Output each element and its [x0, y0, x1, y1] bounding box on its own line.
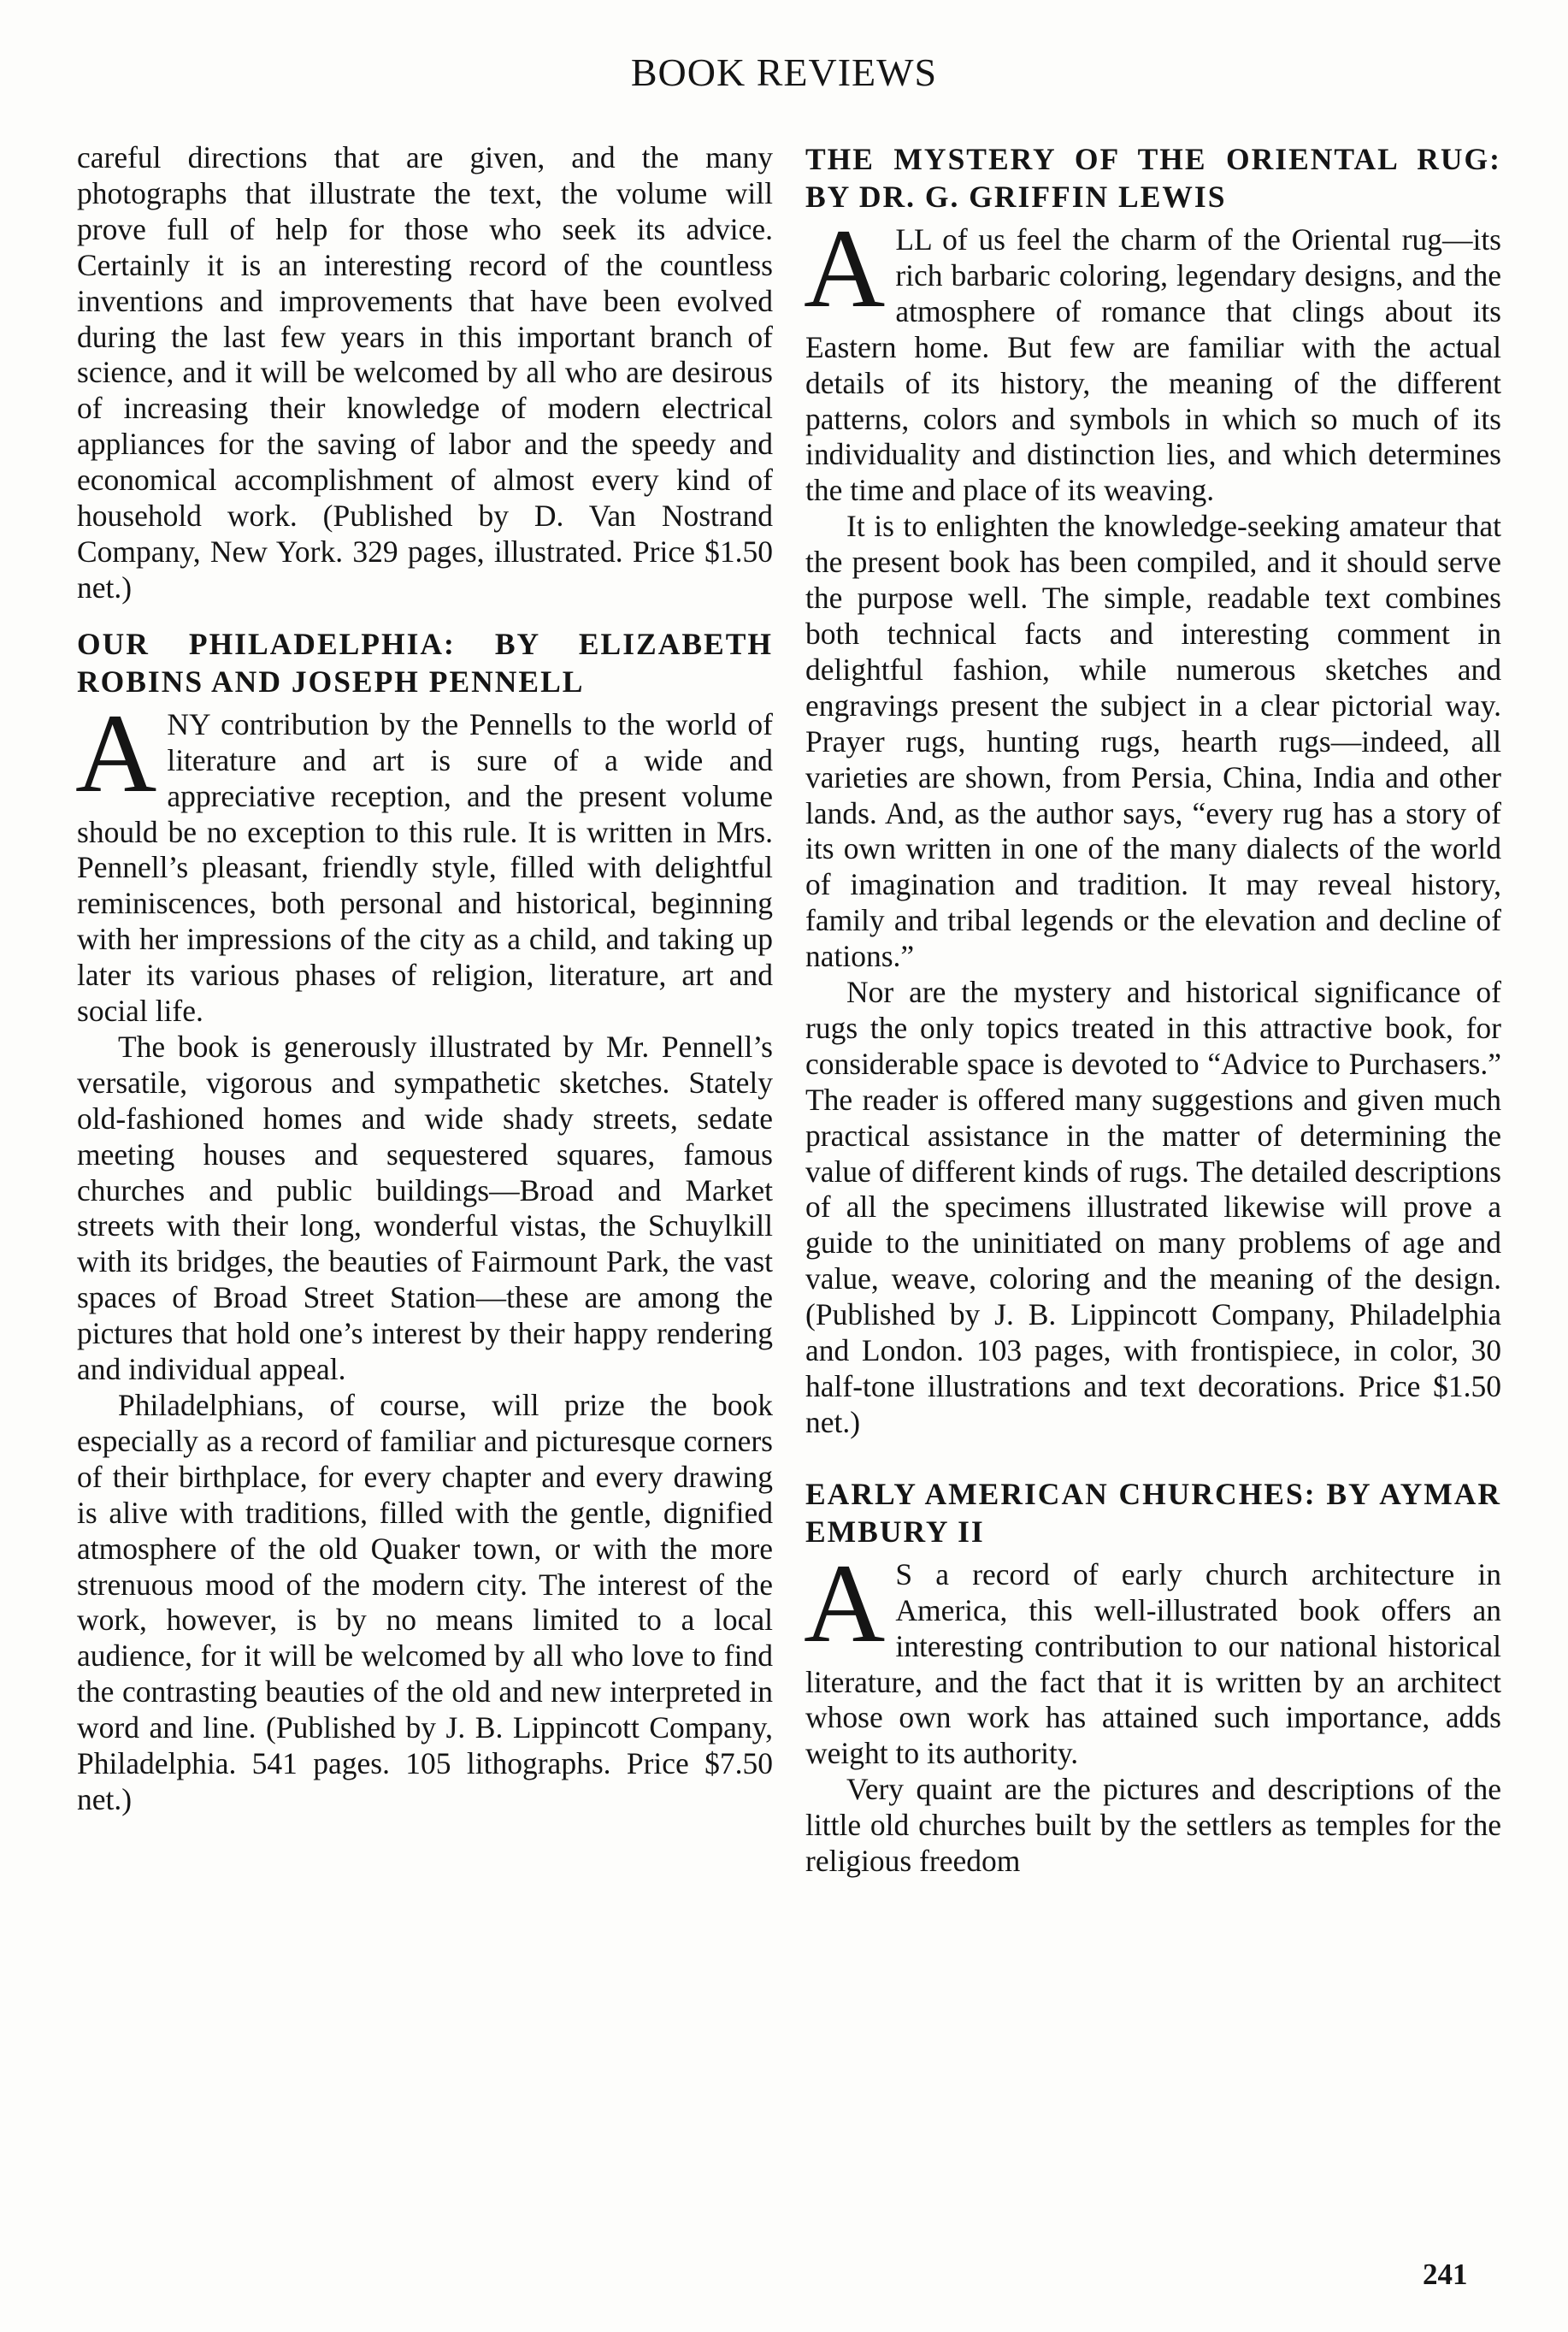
continued-review-text: careful directions that are given, and the many photographs that illustrate the text, the volume will prove full of help for those who seek its advice. Certainly it is an interesting record of the countless inventions and improvements that have been evolved during the last few years in this important branch of science, and it will be welcomed by all who are desirous of increasing their knowledge of modern electrical appliances for the saving of labor and the speedy and economical accomplishment of almost every kind of household work. (Published by D. Van Nostrand Company, New York. 329 pages, illustrated. Price $1.50 net.) [77, 140, 773, 605]
review-paragraph: Philadelphians, of course, will prize the book especially as a record of familiar and picturesque corners of their birthplace, for every chapter and every drawing is alive with traditions, filled with the gentle, dignified atmosphere of the old Quaker town, or with the more strenuous mood of the modern city. The interest of the work, however, is by no means limited to a local audience, for it will be welcomed by all who love to find the contrasting beauties of the old and new interpreted in word and line. (Published by J. B. Lippincott Company, Philadelphia. 541 pages. 105 lithographs. Price $7.50 net.) [77, 1388, 773, 1816]
paragraph-text: NY contribution by the Pennells to the world of literature and art is sure of a wide and appreciative reception, and the present volume should be no exception to this rule. It is written in Mrs. Pennell’s pleasant, friendly style, filled with delightful reminiscences, both personal and historical, beginning with her impressions of the city as a child, and taking up later its various phases of religion, literature, art and social life. [77, 706, 773, 1029]
review-paragraph: The book is generously illustrated by Mr. Pennell’s versatile, vigorous and sympathetic sketches. Stately old-fashioned homes and wide shady streets, sedate meeting houses and sequestered squares, famous churches and public buildings—Broad and Market streets with their long, wonderful vistas, the Schuylkill with its bridges, the beauties of Fairmount Park, the vast spaces of Broad Street Station—these are among the pictures that hold one’s interest by their happy rendering and individual appeal. [77, 1029, 773, 1387]
review-paragraph: It is to enlighten the knowledge-seeking amateur that the present book has been compiled, and it should serve the purpose well. The simple, readable text combines both technical facts and interesting comment in delightful fashion, while numerous sketches and engravings present the subject in a clear pictorial way. Prayer rugs, hunting rugs, hearth rugs—indeed, all varieties are shown, from Persia, China, India and other lands. And, as the author says, “every rug has a story of its own written in one of the many dialects of the world of imagination and tradition. It may reveal history, family and tribal legends or the elevation and decline of nations.” [805, 509, 1501, 974]
drop-cap: A [75, 689, 157, 816]
paragraph-text: LL of us feel the charm of the Oriental rug—its rich barbaric coloring, legendary designs, and the atmosphere of romance that clings about its Eastern home. But few are familiar with the actual details of its history, the meaning of the different patterns, colors and symbols in which so much of its individuality and distinction lies, and which determines the time and place of its weaving. [805, 222, 1501, 508]
review-paragraph [804, 205, 1501, 509]
drop-cap: A [804, 1539, 886, 1666]
paragraph-text: S a record of early church architecture in America, this well-illustrated book offers an interesting contribution to our national historical literature, and the fact that it is written by an architect whose own work has attained such importance, adds weight to its authority. [805, 1556, 1501, 1771]
review-paragraph: Nor are the mystery and historical significance of rugs the only topics treated in this attractive book, for considerable space is devoted to “Advice to Purchasers.” The reader is offered many suggestions and given much practical assistance in the matter of determining the value of different kinds of rugs. The detailed descriptions of all the specimens illustrated likewise will prove a guide to the uninitiated on many problems of age and value, weave, coloring and the meaning of the design. (Published by J. B. Lippincott Company, Philadelphia and London. 103 pages, with frontispiece, in color, 30 half-tone illustrations and text decorations. Price $1.50 net.) [805, 975, 1501, 1439]
right-column [805, 140, 1501, 1880]
review-title-our-philadelphia: OUR PHILADELPHIA: BY ELIZABETH ROBINS AND JOSEPH PENNELL [77, 626, 773, 699]
review-paragraph: Very quaint are the pictures and descriptions of the little old churches built by the settlers as temples for the religious freedom [805, 1772, 1501, 1879]
running-head: BOOK REVIEWS [630, 50, 938, 94]
review-title-early-american-churches: EARLY AMERICAN CHURCHES: BY AYMAR EMBURY II [805, 1476, 1501, 1549]
left-column [77, 140, 773, 1818]
review-paragraph [75, 689, 773, 1030]
drop-cap: A [804, 205, 886, 331]
page-number: 241 [1423, 2258, 1468, 2291]
review-paragraph [804, 1539, 1501, 1772]
review-title-oriental-rug: THE MYSTERY OF THE ORIENTAL RUG: BY DR. G. GRIFFIN LEWIS [805, 142, 1501, 214]
